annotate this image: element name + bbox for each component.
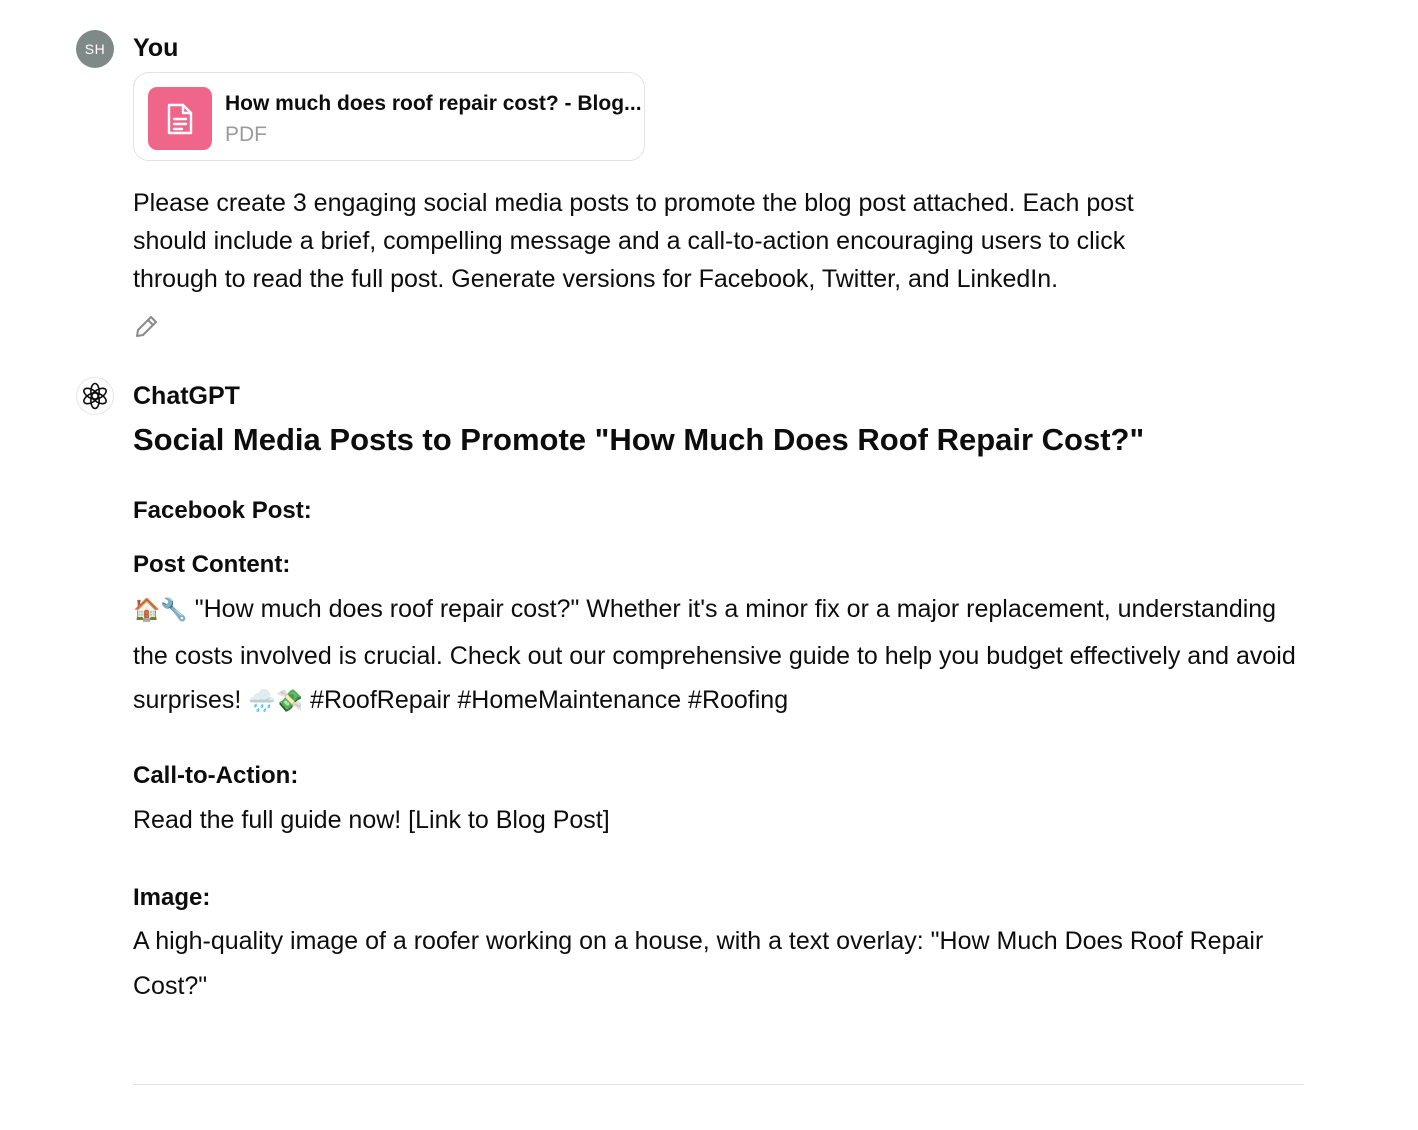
user-avatar: SH bbox=[76, 30, 114, 68]
cta-label: Call-to-Action: bbox=[133, 762, 299, 789]
user-name: You bbox=[133, 34, 179, 62]
attachment-file-type: PDF bbox=[225, 123, 267, 146]
image-description: A high-quality image of a roofer working on a house, with a text overlay: "How Much Does Roof Repair Cost?" bbox=[133, 927, 1264, 1000]
openai-logo-icon bbox=[76, 377, 114, 415]
pencil-icon[interactable] bbox=[134, 313, 160, 339]
attachment-file-name: How much does roof repair cost? - Blog... bbox=[225, 92, 642, 115]
cta-text: Read the full guide now! [Link to Blog Post] bbox=[133, 806, 610, 834]
divider bbox=[133, 1084, 1304, 1085]
post-content-text bbox=[133, 587, 1308, 725]
user-message: Please create 3 engaging social media posts to promote the blog post attached. Each post should include a brief, compelling message and a call-to-action encouraging users to click through to read the full post. Generate versions for Facebook, Twitter, and LinkedIn. bbox=[133, 189, 1134, 293]
document-icon bbox=[148, 87, 212, 150]
facebook-post-title: Facebook Post: bbox=[133, 497, 312, 524]
post-content-label: Post Content: bbox=[133, 551, 291, 578]
response-heading: Social Media Posts to Promote "How Much Does Roof Repair Cost?" bbox=[133, 422, 1145, 457]
rain-money-emoji: 🌧️💸 bbox=[248, 689, 304, 714]
pdf-attachment-card[interactable] bbox=[133, 72, 645, 161]
image-label: Image: bbox=[133, 884, 211, 911]
assistant-name: ChatGPT bbox=[133, 382, 240, 410]
post-hashtags: #RoofRepair #HomeMaintenance #Roofing bbox=[303, 686, 789, 714]
post-content-body: "How much does roof repair cost?" Whether it's a minor fix or a major replacement, understanding the costs involved is crucial. Check out our comprehensive guide to help you budget effectively and avoid surprises! bbox=[133, 595, 1296, 714]
house-wrench-emoji: 🏠🔧 bbox=[133, 598, 188, 623]
